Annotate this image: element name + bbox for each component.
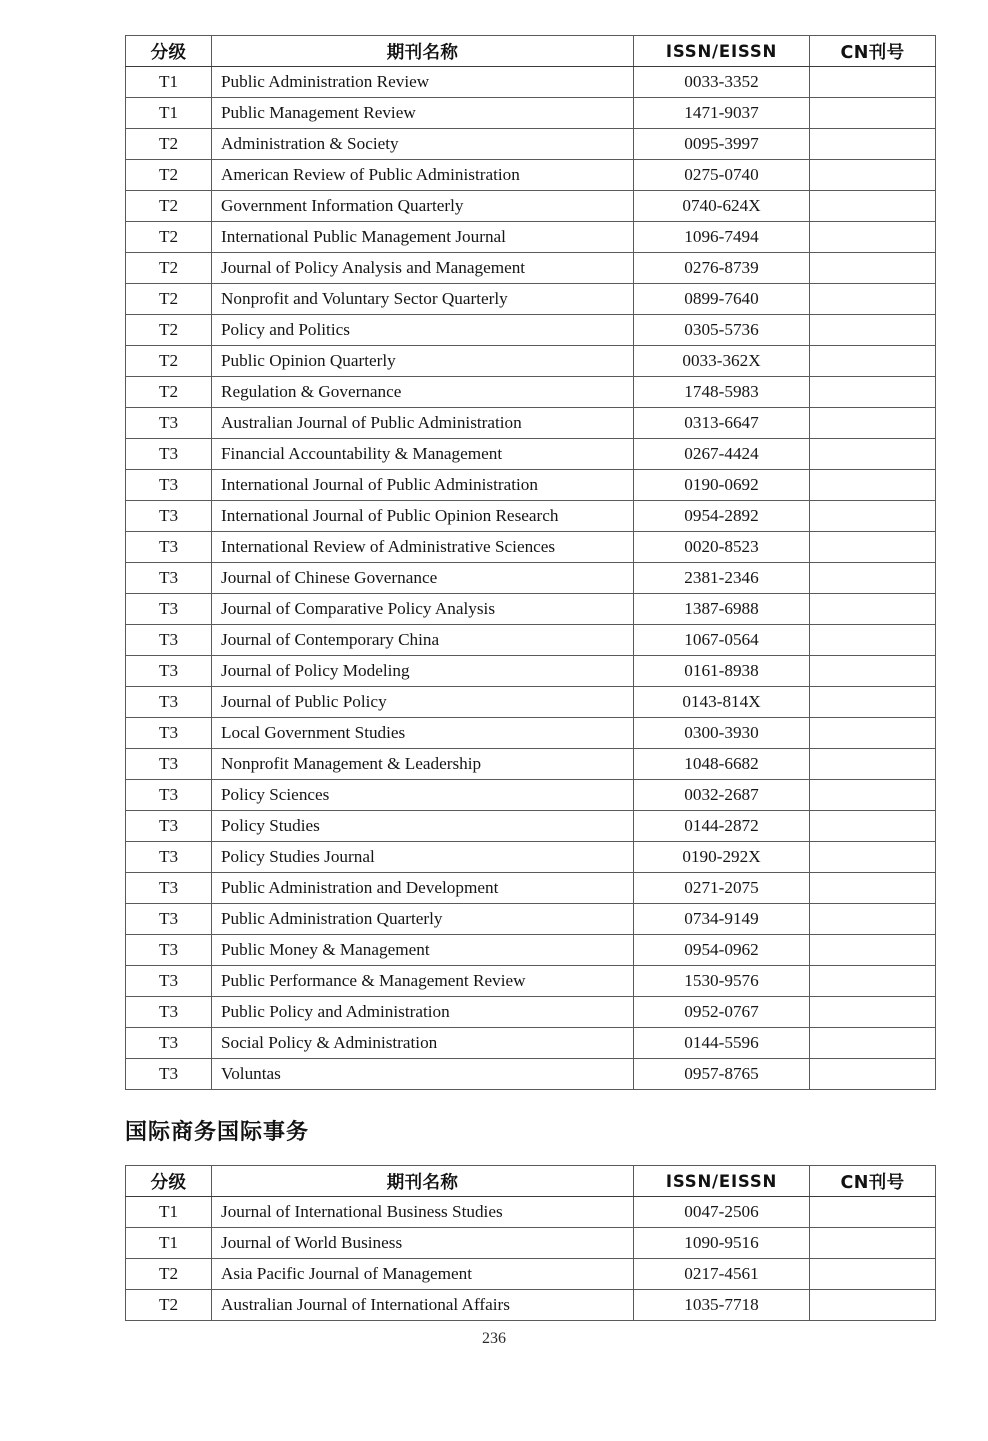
cell-tier: T3	[126, 501, 212, 532]
cell-journal-name: Journal of Public Policy	[212, 687, 634, 718]
cell-cn-number	[810, 470, 936, 501]
cell-cn-number	[810, 1028, 936, 1059]
table-row	[126, 935, 936, 966]
column-header-cn: CN刊号	[810, 1166, 936, 1197]
cell-cn-number	[810, 997, 936, 1028]
public-administration-table-block	[125, 35, 936, 1090]
table-row	[126, 780, 936, 811]
cell-issn: 0957-8765	[634, 1059, 810, 1090]
table-row	[126, 1228, 936, 1259]
international-business-table-block	[125, 1165, 936, 1321]
cell-journal-name: Administration & Society	[212, 129, 634, 160]
cell-tier: T1	[126, 1197, 212, 1228]
cell-issn: 2381-2346	[634, 563, 810, 594]
cell-issn: 0032-2687	[634, 780, 810, 811]
cell-issn: 0734-9149	[634, 904, 810, 935]
table-row	[126, 1028, 936, 1059]
cell-journal-name: Public Administration and Development	[212, 873, 634, 904]
cell-issn: 1096-7494	[634, 222, 810, 253]
table-row	[126, 98, 936, 129]
table-row	[126, 687, 936, 718]
cell-tier: T2	[126, 160, 212, 191]
cell-tier: T2	[126, 222, 212, 253]
cell-journal-name: Journal of Comparative Policy Analysis	[212, 594, 634, 625]
cell-cn-number	[810, 377, 936, 408]
cell-journal-name: Journal of Chinese Governance	[212, 563, 634, 594]
cell-tier: T3	[126, 532, 212, 563]
cell-tier: T3	[126, 842, 212, 873]
cell-issn: 0095-3997	[634, 129, 810, 160]
cell-issn: 0740-624X	[634, 191, 810, 222]
cell-cn-number	[810, 129, 936, 160]
cell-journal-name: Social Policy & Administration	[212, 1028, 634, 1059]
table-header-row	[126, 36, 936, 67]
table-row	[126, 966, 936, 997]
table-row	[126, 811, 936, 842]
cell-cn-number	[810, 811, 936, 842]
cell-issn: 0899-7640	[634, 284, 810, 315]
cell-journal-name: Public Policy and Administration	[212, 997, 634, 1028]
cell-issn: 1748-5983	[634, 377, 810, 408]
cell-issn: 1530-9576	[634, 966, 810, 997]
table-row	[126, 873, 936, 904]
cell-issn: 0190-292X	[634, 842, 810, 873]
cell-tier: T3	[126, 594, 212, 625]
table-row	[126, 1197, 936, 1228]
cell-journal-name: Government Information Quarterly	[212, 191, 634, 222]
table-body	[126, 1197, 936, 1321]
cell-journal-name: Public Management Review	[212, 98, 634, 129]
table-row	[126, 656, 936, 687]
table-row	[126, 253, 936, 284]
cell-issn: 0276-8739	[634, 253, 810, 284]
table-row	[126, 222, 936, 253]
cell-tier: T3	[126, 470, 212, 501]
table-row	[126, 129, 936, 160]
cell-journal-name: Journal of Contemporary China	[212, 625, 634, 656]
cell-tier: T2	[126, 1259, 212, 1290]
cell-journal-name: Australian Journal of Public Administration	[212, 408, 634, 439]
cell-journal-name: Policy and Politics	[212, 315, 634, 346]
table-row	[126, 563, 936, 594]
cell-tier: T3	[126, 718, 212, 749]
cell-cn-number	[810, 346, 936, 377]
cell-journal-name: Public Performance & Management Review	[212, 966, 634, 997]
cell-journal-name: International Public Management Journal	[212, 222, 634, 253]
cell-issn: 0305-5736	[634, 315, 810, 346]
cell-issn: 0217-4561	[634, 1259, 810, 1290]
table-row	[126, 718, 936, 749]
cell-tier: T3	[126, 997, 212, 1028]
cell-issn: 0033-3352	[634, 67, 810, 98]
cell-issn: 0190-0692	[634, 470, 810, 501]
cell-tier: T3	[126, 873, 212, 904]
cell-issn: 0271-2075	[634, 873, 810, 904]
cell-journal-name: Public Administration Review	[212, 67, 634, 98]
cell-cn-number	[810, 439, 936, 470]
cell-issn: 1067-0564	[634, 625, 810, 656]
cell-cn-number	[810, 222, 936, 253]
column-header-issn: ISSN/EISSN	[634, 36, 810, 67]
cell-journal-name: Regulation & Governance	[212, 377, 634, 408]
cell-cn-number	[810, 656, 936, 687]
cell-tier: T3	[126, 749, 212, 780]
cell-cn-number	[810, 315, 936, 346]
cell-issn: 0313-6647	[634, 408, 810, 439]
column-header-cn: CN刊号	[810, 36, 936, 67]
cell-issn: 1035-7718	[634, 1290, 810, 1321]
cell-tier: T3	[126, 656, 212, 687]
cell-journal-name: Nonprofit Management & Leadership	[212, 749, 634, 780]
cell-cn-number	[810, 1290, 936, 1321]
table-row	[126, 594, 936, 625]
cell-cn-number	[810, 749, 936, 780]
cell-issn: 0267-4424	[634, 439, 810, 470]
cell-cn-number	[810, 873, 936, 904]
cell-journal-name: Voluntas	[212, 1059, 634, 1090]
cell-cn-number	[810, 935, 936, 966]
table-row	[126, 315, 936, 346]
cell-journal-name: Australian Journal of International Affairs	[212, 1290, 634, 1321]
cell-issn: 0275-0740	[634, 160, 810, 191]
cell-cn-number	[810, 253, 936, 284]
cell-issn: 1048-6682	[634, 749, 810, 780]
column-header-issn: ISSN/EISSN	[634, 1166, 810, 1197]
table-row	[126, 346, 936, 377]
cell-cn-number	[810, 160, 936, 191]
table-row	[126, 842, 936, 873]
table-header	[126, 36, 936, 67]
table-row	[126, 284, 936, 315]
cell-journal-name: Journal of Policy Analysis and Management	[212, 253, 634, 284]
table-row	[126, 377, 936, 408]
cell-journal-name: International Journal of Public Opinion Research	[212, 501, 634, 532]
cell-issn: 1387-6988	[634, 594, 810, 625]
column-header-tier: 分级	[126, 36, 212, 67]
cell-cn-number	[810, 1197, 936, 1228]
cell-tier: T2	[126, 377, 212, 408]
cell-cn-number	[810, 718, 936, 749]
cell-issn: 0144-2872	[634, 811, 810, 842]
column-header-journal-name: 期刊名称	[212, 1166, 634, 1197]
cell-tier: T3	[126, 966, 212, 997]
cell-journal-name: Asia Pacific Journal of Management	[212, 1259, 634, 1290]
cell-tier: T2	[126, 315, 212, 346]
cell-tier: T3	[126, 1028, 212, 1059]
cell-journal-name: Journal of International Business Studies	[212, 1197, 634, 1228]
cell-issn: 0161-8938	[634, 656, 810, 687]
cell-tier: T3	[126, 780, 212, 811]
table-row	[126, 532, 936, 563]
cell-issn: 0143-814X	[634, 687, 810, 718]
cell-issn: 0020-8523	[634, 532, 810, 563]
table-row	[126, 408, 936, 439]
cell-issn: 1471-9037	[634, 98, 810, 129]
table-header	[126, 1166, 936, 1197]
cell-tier: T2	[126, 346, 212, 377]
cell-tier: T3	[126, 408, 212, 439]
cell-journal-name: Local Government Studies	[212, 718, 634, 749]
cell-cn-number	[810, 67, 936, 98]
table-row	[126, 191, 936, 222]
table-row	[126, 67, 936, 98]
cell-journal-name: Policy Sciences	[212, 780, 634, 811]
column-header-journal-name: 期刊名称	[212, 36, 634, 67]
table-row	[126, 749, 936, 780]
cell-issn: 0954-2892	[634, 501, 810, 532]
cell-tier: T3	[126, 563, 212, 594]
cell-cn-number	[810, 563, 936, 594]
cell-journal-name: Journal of World Business	[212, 1228, 634, 1259]
cell-tier: T3	[126, 811, 212, 842]
cell-cn-number	[810, 1259, 936, 1290]
cell-journal-name: Journal of Policy Modeling	[212, 656, 634, 687]
cell-issn: 0952-0767	[634, 997, 810, 1028]
cell-cn-number	[810, 408, 936, 439]
table-row	[126, 160, 936, 191]
cell-journal-name: Public Opinion Quarterly	[212, 346, 634, 377]
cell-cn-number	[810, 966, 936, 997]
cell-journal-name: Policy Studies Journal	[212, 842, 634, 873]
cell-issn: 0954-0962	[634, 935, 810, 966]
cell-tier: T3	[126, 935, 212, 966]
cell-cn-number	[810, 191, 936, 222]
cell-journal-name: International Review of Administrative Sciences	[212, 532, 634, 563]
cell-tier: T2	[126, 191, 212, 222]
cell-tier: T3	[126, 439, 212, 470]
table-row	[126, 1259, 936, 1290]
page-number: 236	[482, 1330, 506, 1347]
cell-tier: T3	[126, 625, 212, 656]
cell-issn: 1090-9516	[634, 1228, 810, 1259]
cell-tier: T2	[126, 253, 212, 284]
cell-cn-number	[810, 532, 936, 563]
cell-cn-number	[810, 98, 936, 129]
cell-issn: 0047-2506	[634, 1197, 810, 1228]
cell-cn-number	[810, 625, 936, 656]
table-row	[126, 625, 936, 656]
international-business-table	[125, 1165, 936, 1321]
cell-cn-number	[810, 904, 936, 935]
table-row	[126, 1290, 936, 1321]
cell-cn-number	[810, 1059, 936, 1090]
cell-cn-number	[810, 501, 936, 532]
cell-journal-name: Financial Accountability & Management	[212, 439, 634, 470]
cell-tier: T3	[126, 904, 212, 935]
public-administration-table	[125, 35, 936, 1090]
table-row	[126, 904, 936, 935]
column-header-tier: 分级	[126, 1166, 212, 1197]
cell-issn: 0144-5596	[634, 1028, 810, 1059]
cell-journal-name: Policy Studies	[212, 811, 634, 842]
table-row	[126, 997, 936, 1028]
cell-tier: T2	[126, 1290, 212, 1321]
cell-tier: T2	[126, 284, 212, 315]
cell-journal-name: American Review of Public Administration	[212, 160, 634, 191]
cell-cn-number	[810, 780, 936, 811]
cell-tier: T3	[126, 687, 212, 718]
cell-journal-name: International Journal of Public Administration	[212, 470, 634, 501]
table-row	[126, 1059, 936, 1090]
table-row	[126, 439, 936, 470]
cell-tier: T1	[126, 67, 212, 98]
table-body	[126, 67, 936, 1090]
cell-journal-name: Public Money & Management	[212, 935, 634, 966]
cell-cn-number	[810, 687, 936, 718]
cell-cn-number	[810, 284, 936, 315]
cell-cn-number	[810, 842, 936, 873]
section-title-international-business: 国际商务国际事务	[125, 1120, 310, 1145]
cell-cn-number	[810, 594, 936, 625]
table-row	[126, 470, 936, 501]
table-header-row	[126, 1166, 936, 1197]
cell-tier: T2	[126, 129, 212, 160]
cell-journal-name: Public Administration Quarterly	[212, 904, 634, 935]
cell-issn: 0300-3930	[634, 718, 810, 749]
table-row	[126, 501, 936, 532]
cell-tier: T1	[126, 98, 212, 129]
cell-tier: T1	[126, 1228, 212, 1259]
cell-tier: T3	[126, 1059, 212, 1090]
cell-cn-number	[810, 1228, 936, 1259]
cell-journal-name: Nonprofit and Voluntary Sector Quarterly	[212, 284, 634, 315]
cell-issn: 0033-362X	[634, 346, 810, 377]
